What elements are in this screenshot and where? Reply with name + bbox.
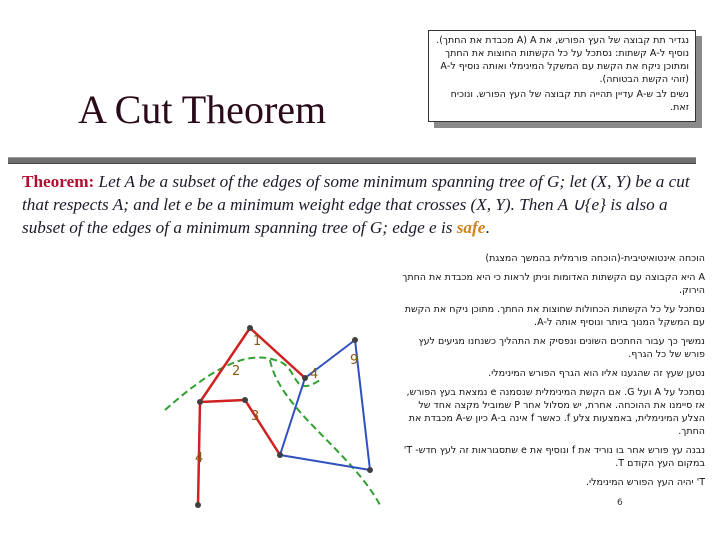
proof-notes bbox=[395, 252, 705, 495]
proof-note-1: A היא הקבוצה עם הקשתות האדומות וניתן לראות כי היא מכבדת את החתך הירוק. bbox=[402, 272, 705, 296]
edge-weight-label: 2 bbox=[232, 364, 241, 379]
graph-node bbox=[195, 502, 201, 508]
proof-note-6: נבנה עץ פורש אחר בו נוריד את f ונוסיף את e שתסגוראות זה לעץ חדש- T' במקום העץ הקודם T. bbox=[403, 445, 705, 469]
red-edge bbox=[200, 400, 245, 402]
theorem-text: Let A be a subset of the edges of some minimum spanning tree of G; let (X, Y) be a cut that respects A; and let e be a minimum weight edge that crosses (X, Y). Then A ∪{e} is also a subset of the edges of a minimum spanning tree of G; edge e is bbox=[22, 172, 690, 237]
proof-note-5: נסתכל על A ועל G. אם הקשת המינימלית שנסמנה e נמצאת בעץ הפורש, אז סיימנו את ההוכחה. אחרת, יש מסלול אחר P שמוביל מקצה אחד של הצלע המינימלית, באמצעות צלע f. כאשר f אינה ב-A כיון ש-A מכבדת את החתך. bbox=[406, 387, 705, 437]
proof-note-2: נסתכל על כל הקשתות הכחולות שחוצות את החתך. מתוכן ניקח את הקשת עם המשקל המנוך ביותר ונוסיף אותה ל-A. bbox=[404, 304, 705, 328]
theorem-statement bbox=[22, 170, 702, 239]
edge-weight-label: 3 bbox=[251, 409, 260, 424]
safe-word: safe bbox=[456, 218, 486, 237]
blue-edge bbox=[280, 378, 305, 455]
graph-node bbox=[277, 452, 283, 458]
edge-weight-label: 1 bbox=[253, 334, 262, 349]
graph-node bbox=[352, 337, 358, 343]
graph-node bbox=[242, 397, 248, 403]
page-number: 6 bbox=[617, 498, 623, 508]
note-paragraph-1: נגדיר תת קבוצה של העץ הפורש, את A) A מכבדת את החתך). נוסיף ל-A קשתות: נסתכל על כל הקשתות החוצות את החתך ומתוכן ניקח את הקשת עם המשקל המינימלי ואותה נוסיף ל-A (זוהי הקשת הבטוחה). bbox=[436, 35, 689, 85]
theorem-end: . bbox=[485, 218, 490, 237]
blue-edge bbox=[280, 455, 370, 470]
edge-weight-label: 4 bbox=[310, 367, 319, 382]
graph-node bbox=[197, 399, 203, 405]
proof-note-3: נמשיך כך עבור החתכים השונים ונפסיק את התהליך כשנחנו מגיעים לעץ פורש של כל הגרף. bbox=[418, 336, 705, 360]
note-paragraph-2: נשים לב ש-A עדיין תהייה תת קבוצה של העץ הפורש. ונוכיח זאת. bbox=[450, 89, 689, 113]
theorem-label: Theorem: bbox=[22, 172, 95, 191]
slide-title: A Cut Theorem bbox=[78, 87, 327, 132]
graph-node bbox=[367, 467, 373, 473]
graph-node bbox=[247, 325, 253, 331]
edge-weight-label: 9 bbox=[350, 353, 359, 368]
red-edge bbox=[200, 328, 250, 402]
hebrew-note-box bbox=[428, 30, 696, 122]
edge-weight-label: 4 bbox=[195, 451, 204, 466]
graph-node bbox=[302, 375, 308, 381]
title-divider bbox=[8, 157, 696, 164]
proof-note-7: T' יהיה העץ הפורש המינימלי. bbox=[586, 477, 705, 488]
proof-note-4: נטען שעץ זה שהגענו אליו הוא הגרף הפורש המינימלי. bbox=[488, 368, 705, 379]
graph-diagram bbox=[150, 300, 390, 530]
proof-heading: הוכחה אינטואיטיבית-(הוכחה פורמלית בהמשך המצגת) bbox=[485, 253, 705, 264]
